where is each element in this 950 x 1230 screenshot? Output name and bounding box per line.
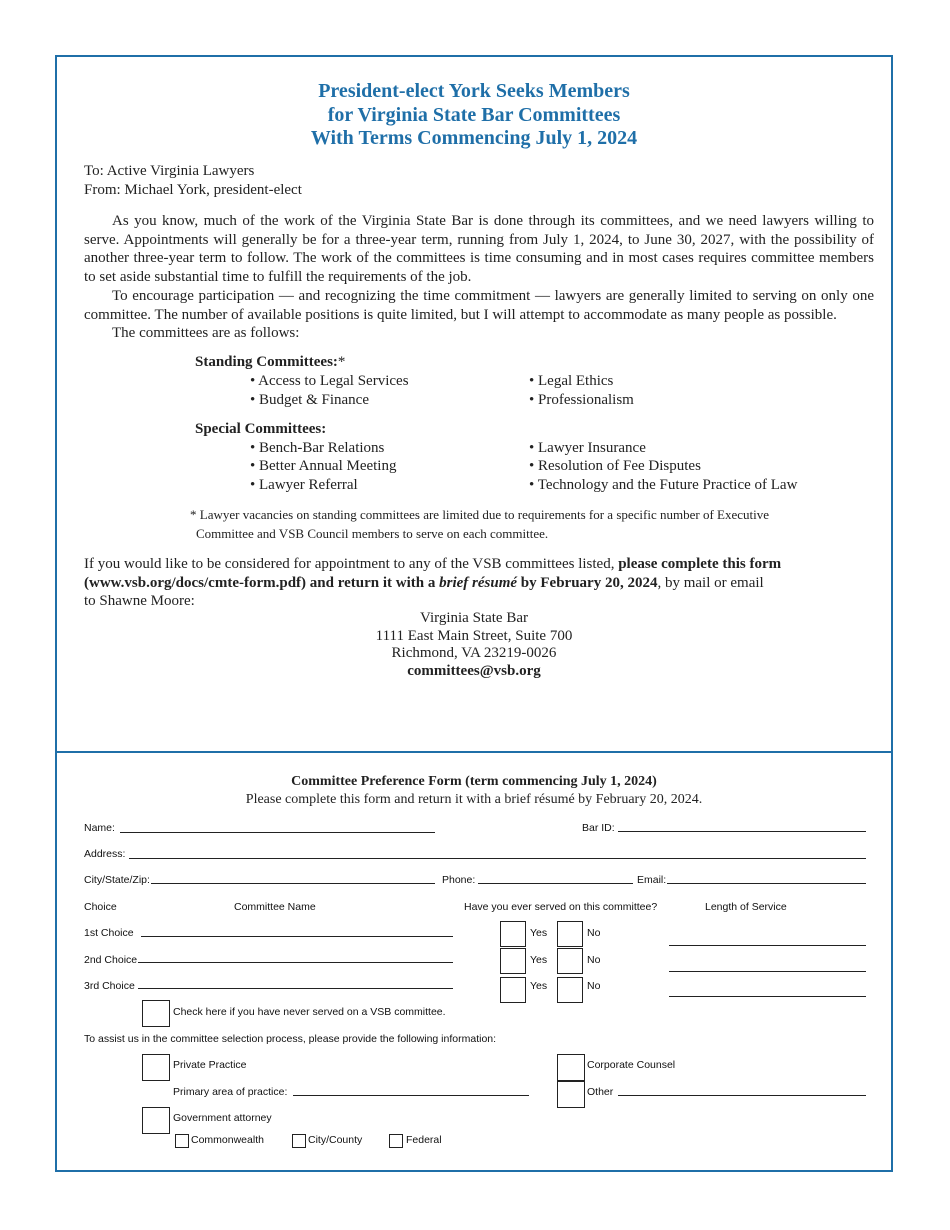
name-field[interactable] [120,832,435,833]
committee-name-field[interactable] [141,936,453,937]
commonwealth-label: Commonwealth [191,1134,264,1146]
email-field[interactable] [667,883,866,884]
address-label: Address: [84,848,126,860]
special-item: • Better Annual Meeting [250,458,397,474]
commonwealth-checkbox[interactable] [175,1134,189,1148]
other-checkbox[interactable] [557,1081,585,1108]
bar-id-label: Bar ID: [582,822,615,834]
yes-label: Yes [530,980,548,992]
title-line-3: With Terms Commencing July 1, 2024 [310,127,638,149]
memo-from: From: Michael York, president-elect [84,182,302,198]
name-label: Name: [84,822,115,834]
federal-checkbox[interactable] [389,1134,403,1148]
memo-to: To: Active Virginia Lawyers [84,163,255,179]
instructions-line-1: If you would like to be considered for appointment to any of the VSB committees listed, please complete this form [84,556,782,572]
address-org: Virginia State Bar [420,610,528,626]
standing-committees-heading: Standing Committees:* [195,354,346,370]
title-line-1: President-elect York Seeks Members [318,80,630,102]
yes-label: Yes [530,954,548,966]
body-paragraph-1: As you know, much of the work of the Virginia State Bar is done through its committees, and we need lawyers willing to serve. Appointments will generally be for a three-year term, running from July 1, 2024, to June 30, 2027, with the possibility of another three-year term to follow. The work of the committees is time consuming and in most cases requires committee members to set aside substantial time to fulfill the requirements of the job. [84,213,874,286]
standing-item: • Budget & Finance [250,392,369,408]
length-of-service-field[interactable] [669,945,866,946]
private-practice-checkbox[interactable] [142,1054,170,1081]
choice-label: 2nd Choice [84,954,138,966]
other-field[interactable] [618,1095,866,1096]
yes-label: Yes [530,927,548,939]
length-of-service-field[interactable] [669,971,866,972]
committee-name-field[interactable] [138,962,453,963]
corporate-counsel-label: Corporate Counsel [587,1059,676,1071]
address-city: Richmond, VA 23219-0026 [391,645,557,661]
choice-label: 3rd Choice [84,980,135,992]
city-field[interactable] [151,883,435,884]
body-paragraph-2: To encourage participation — and recognizing the time commitment — lawyers are generally limited to serving on only one committee. The number of available positions is quite limited, but I will attempt to accommodate as many people as possible. [84,288,874,323]
no-label: No [587,980,601,992]
body-paragraph-3: The committees are as follows: [112,325,300,341]
yes-checkbox[interactable] [500,921,526,947]
column-length-of-service: Length of Service [705,901,787,913]
special-item: • Lawyer Insurance [529,440,646,456]
choice-label: 1st Choice [84,927,134,939]
no-checkbox[interactable] [557,921,583,947]
never-served-checkbox[interactable] [142,1000,170,1027]
section-divider [55,751,893,753]
column-committee-name: Committee Name [234,901,316,913]
phone-field[interactable] [478,883,633,884]
address-field[interactable] [129,858,866,859]
page-title [57,80,891,151]
column-choice: Choice [84,901,117,913]
no-checkbox[interactable] [557,977,583,1003]
no-checkbox[interactable] [557,948,583,974]
standing-item: • Legal Ethics [529,373,614,389]
committee-name-field[interactable] [138,988,453,989]
footnote-line-1: * Lawyer vacancies on standing committees are limited due to requirements for a specific number of Executive [190,507,770,522]
federal-label: Federal [406,1134,442,1146]
length-of-service-field[interactable] [669,996,866,997]
standing-item: • Access to Legal Services [250,373,409,389]
title-line-2: for Virginia State Bar Committees [327,103,621,126]
special-item: • Lawyer Referral [250,477,358,493]
private-practice-label: Private Practice [173,1059,247,1071]
special-item: • Technology and the Future Practice of Law [529,477,798,493]
assist-text: To assist us in the committee selection process, please provide the following information: [84,1033,497,1045]
special-committees-heading: Special Committees: [195,421,327,437]
email-label: Email: [637,874,667,886]
column-served: Have you ever served on this committee? [464,901,658,913]
footnote-line-2: Committee and VSB Council members to serve on each committee. [196,526,549,541]
special-item: • Bench-Bar Relations [250,440,385,456]
yes-checkbox[interactable] [500,948,526,974]
form-subtitle: Please complete this form and return it with a brief résumé by February 20, 2024. [245,792,703,807]
address-street: 1111 East Main Street, Suite 700 [375,627,573,644]
instructions-line-3: to Shawne Moore: [84,593,195,609]
other-label: Other [587,1086,614,1098]
instructions-line-2: (www.vsb.org/docs/cmte-form.pdf) and return it with a brief résumé by February 20, 2024, by mail or email [84,575,764,591]
form-title: Committee Preference Form (term commencing July 1, 2024) [291,774,657,789]
no-label: No [587,927,601,939]
mailing-address [57,610,891,680]
city-county-label: City/County [308,1134,363,1146]
never-served-label: Check here if you have never served on a VSB committee. [173,1006,446,1018]
special-item: • Resolution of Fee Disputes [529,458,701,474]
address-email: committees@vsb.org [407,662,541,679]
yes-checkbox[interactable] [500,977,526,1003]
no-label: No [587,954,601,966]
city-label: City/State/Zip: [84,874,150,886]
primary-area-label: Primary area of practice: [173,1086,288,1098]
bar-id-field[interactable] [618,831,866,832]
city-county-checkbox[interactable] [292,1134,306,1148]
government-attorney-label: Government attorney [173,1112,272,1124]
standing-item: • Professionalism [529,392,634,408]
government-attorney-checkbox[interactable] [142,1107,170,1134]
corporate-counsel-checkbox[interactable] [557,1054,585,1081]
primary-area-field[interactable] [293,1095,529,1096]
phone-label: Phone: [442,874,476,886]
